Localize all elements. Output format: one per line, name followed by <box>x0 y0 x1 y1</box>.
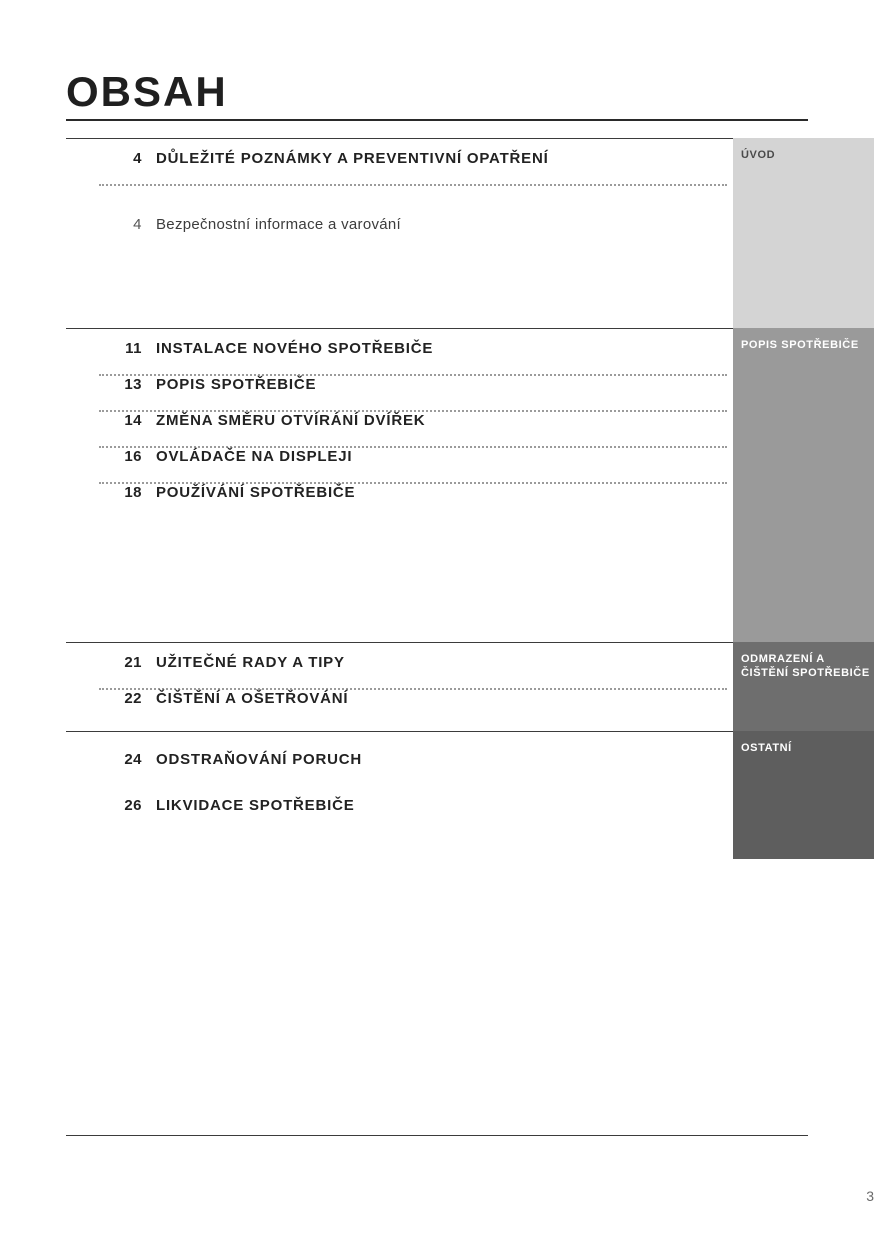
toc-entry-page: 26 <box>124 797 142 814</box>
toc-entry-page: 11 <box>125 340 142 357</box>
toc-entry-label: POPIS SPOTŘEBIČE <box>156 376 317 393</box>
section-entries <box>66 138 733 250</box>
toc-section-odmrazeni-cisteni <box>66 642 874 731</box>
toc-entry-label: ČIŠTĚNÍ A OŠETŘOVÁNÍ <box>156 690 349 707</box>
toc-entry[interactable] <box>66 654 733 688</box>
toc-entry[interactable] <box>66 216 733 250</box>
title-divider <box>66 119 808 121</box>
section-tab-label: POPIS SPOTŘEBIČE <box>741 339 859 351</box>
table-of-contents <box>66 138 874 859</box>
toc-entry-label: ODSTRAŇOVÁNÍ PORUCH <box>156 751 363 768</box>
toc-entry[interactable] <box>66 448 733 482</box>
toc-section-ostatni <box>66 731 874 859</box>
toc-entry-label: Bezpečnostní informace a varování <box>156 216 402 233</box>
footer-divider <box>66 1135 808 1136</box>
toc-section-uvod <box>66 138 874 328</box>
section-tab-label: ODMRAZENÍ A ČIŠTĚNÍ SPOTŘEBIČE <box>741 653 870 679</box>
toc-entry[interactable] <box>66 751 733 785</box>
toc-entry[interactable] <box>66 690 733 724</box>
section-tab-ostatni <box>733 731 874 859</box>
section-tab-odmrazeni-cisteni <box>733 642 874 731</box>
toc-entry-page: 13 <box>124 376 142 393</box>
toc-entry-label: LIKVIDACE SPOTŘEBIČE <box>156 797 355 814</box>
toc-entry[interactable] <box>66 484 733 518</box>
page-title: OBSAH <box>66 68 228 115</box>
toc-entry-label: POUŽÍVÁNÍ SPOTŘEBIČE <box>156 484 356 501</box>
toc-entry-page: 16 <box>124 448 142 465</box>
toc-entry[interactable] <box>66 340 733 374</box>
toc-entry-page: 4 <box>133 150 142 167</box>
toc-entry[interactable] <box>66 412 733 446</box>
toc-entry-label: UŽITEČNÉ RADY A TIPY <box>156 654 345 671</box>
section-tab-label: OSTATNÍ <box>741 742 792 754</box>
section-tab-label: ÚVOD <box>741 149 776 161</box>
section-entries <box>66 328 733 518</box>
toc-section-popis-spotrebice <box>66 328 874 642</box>
entry-dot-divider <box>99 184 727 186</box>
page-number: 3 <box>866 1188 874 1204</box>
toc-entry-page: 4 <box>133 216 142 233</box>
toc-entry-label: DŮLEŽITÉ POZNÁMKY A PREVENTIVNÍ OPATŘENÍ <box>156 150 549 167</box>
toc-entry-label: OVLÁDAČE NA DISPLEJI <box>156 448 353 465</box>
toc-entry-page: 18 <box>124 484 142 501</box>
toc-entry-page: 24 <box>124 751 142 768</box>
toc-entry-label: ZMĚNA SMĚRU OTVÍRÁNÍ DVÍŘEK <box>156 412 426 429</box>
toc-entry-page: 21 <box>124 654 142 671</box>
toc-entry[interactable] <box>66 797 733 831</box>
toc-entry-label: INSTALACE NOVÉHO SPOTŘEBIČE <box>156 340 434 357</box>
toc-entry[interactable] <box>66 150 733 184</box>
section-entries <box>66 642 733 724</box>
toc-entry[interactable] <box>66 376 733 410</box>
toc-entry-page: 22 <box>124 690 142 707</box>
toc-entry-page: 14 <box>124 412 142 429</box>
section-tab-uvod <box>733 138 874 328</box>
section-entries <box>66 731 733 831</box>
section-tab-popis-spotrebice <box>733 328 874 642</box>
